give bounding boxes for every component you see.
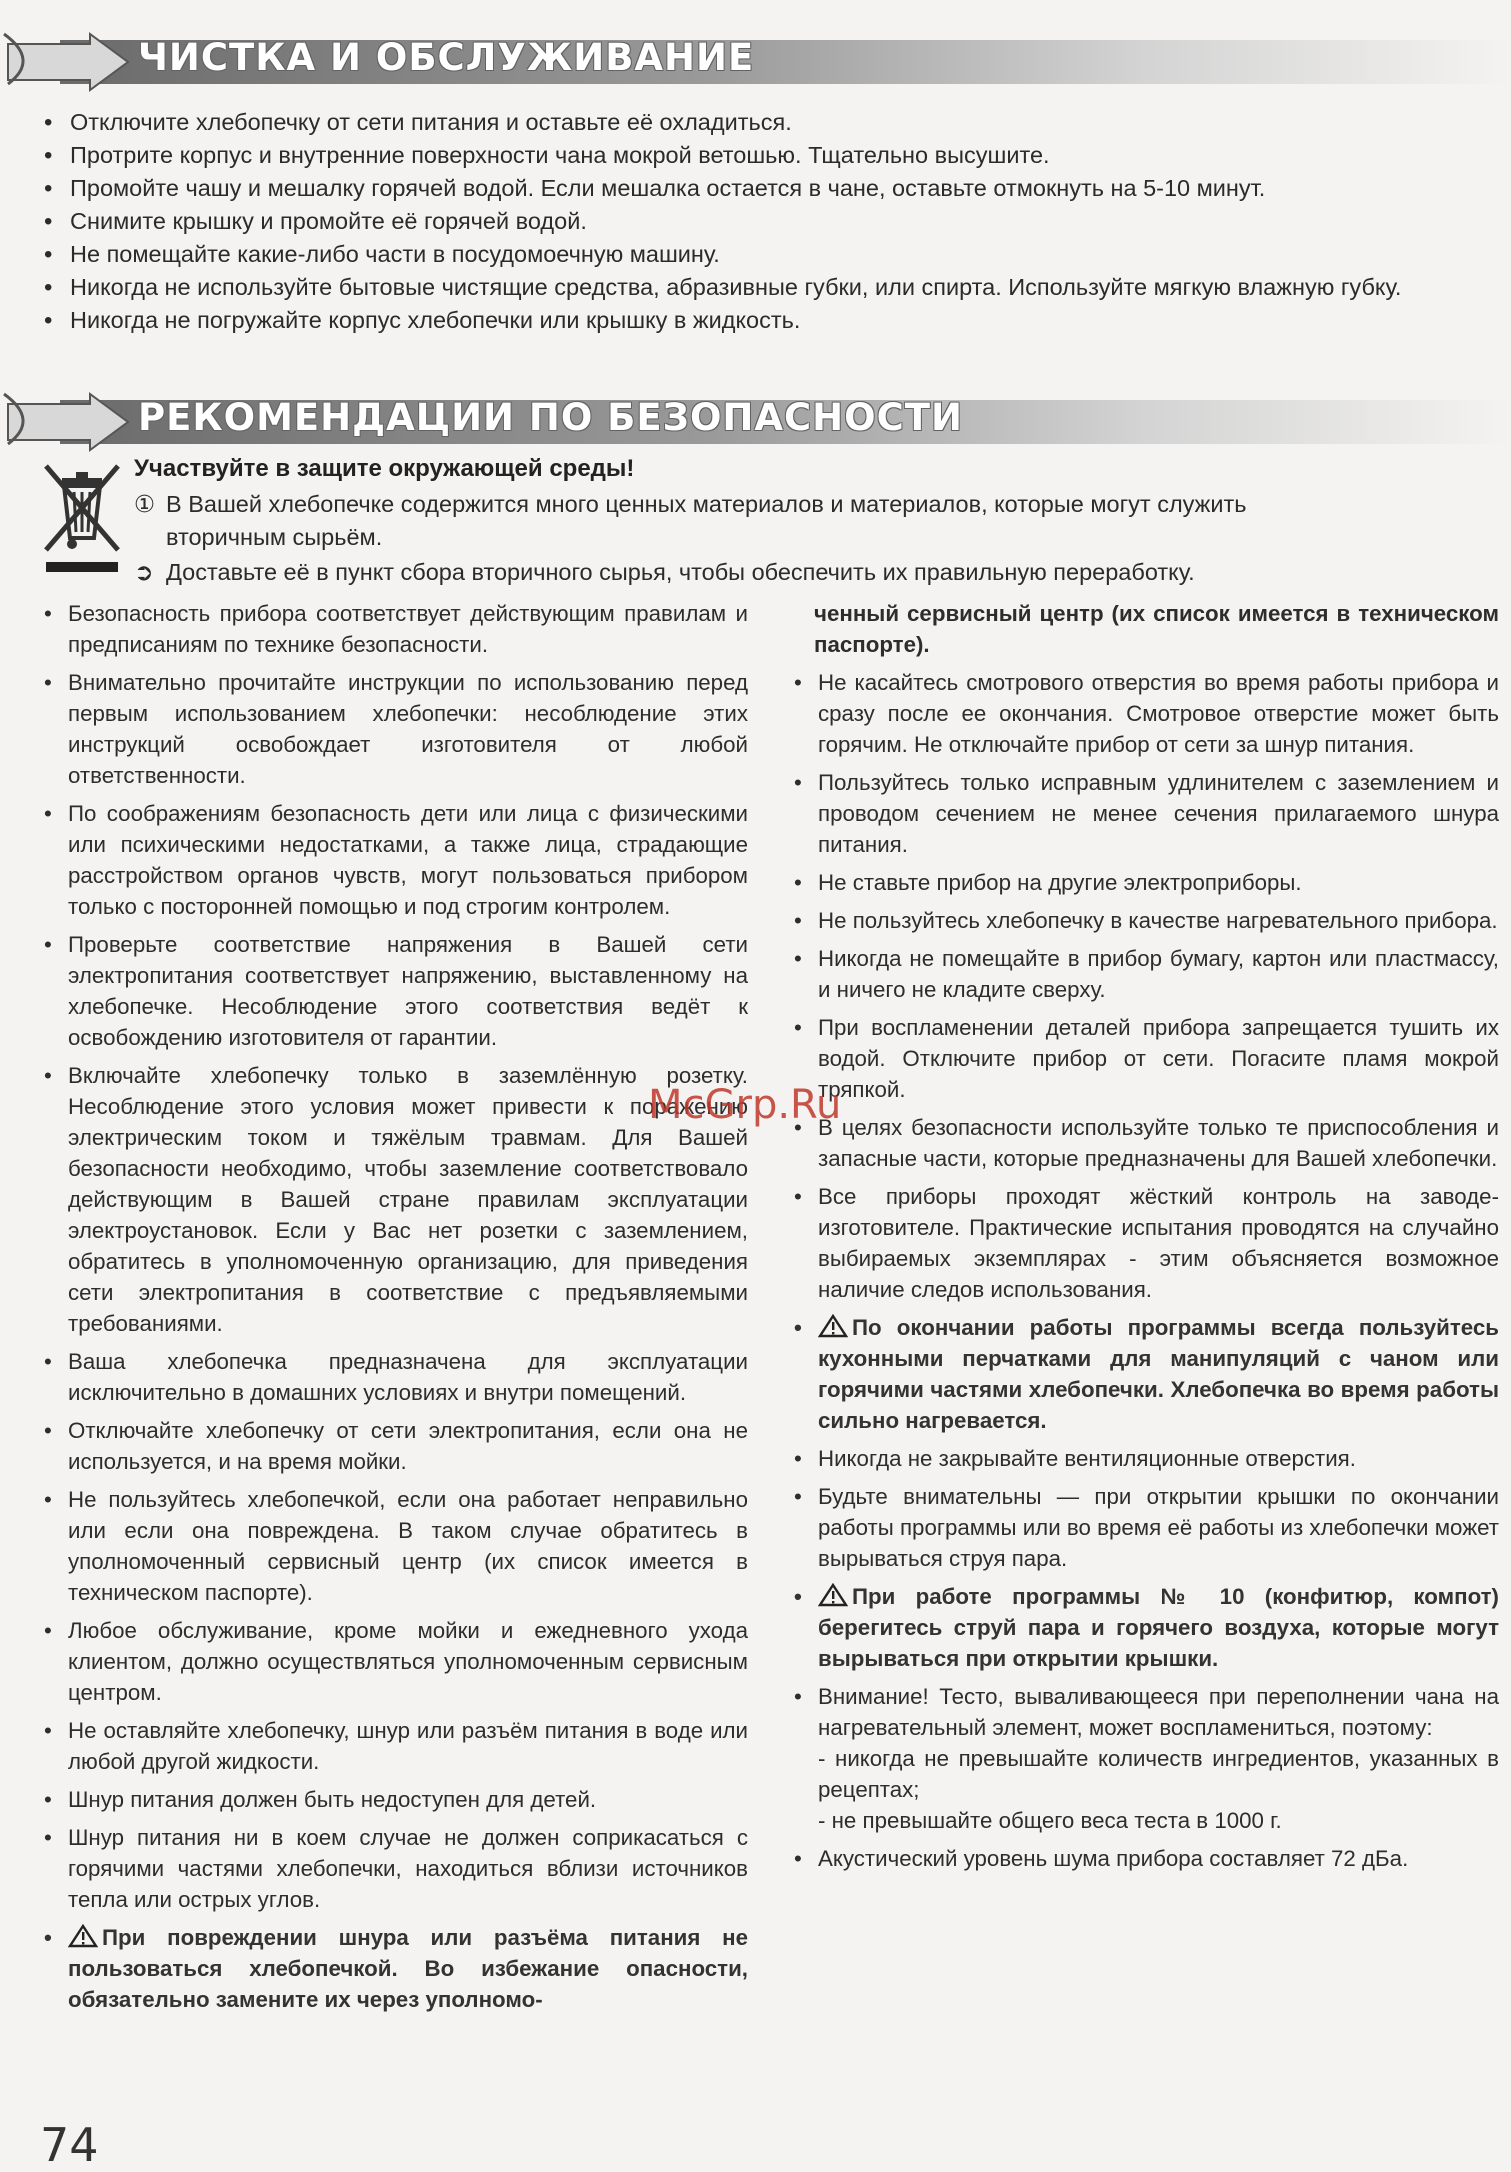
section-title-cleaning: ЧИСТКА И ОБСЛУЖИВАНИЕ: [138, 36, 755, 79]
list-item: • Ваша хлебопечка предназначена для эксплуатации исключительно в домашних условиях и внутри помещений.: [44, 1346, 748, 1408]
eco-line-materials: ① В Вашей хлебопечке содержится много ценных материалов и материалов, которые могут служить вторичным сырьём.: [134, 488, 1494, 554]
list-item: • Безопасность прибора соответствует действующим правилам и предписаниям по технике безопасности.: [44, 598, 748, 660]
safety-left-column: [44, 598, 748, 2022]
warning-item: • При повреждении шнура или разъёма питания не пользоваться хлебопечкой. Во избежание опасности, обязательно замените их через уполномо-: [44, 1922, 748, 2015]
list-item: • Акустический уровень шума прибора составляет 72 дБа.: [794, 1843, 1499, 1874]
list-item: • Не пользуйтесь хлебопечку в качестве нагревательного прибора.: [794, 905, 1499, 936]
section-title-safety: РЕКОМЕНДАЦИИ ПО БЕЗОПАСНОСТИ: [138, 396, 963, 439]
crossed-bin-recycling-icon: [40, 458, 124, 576]
safety-right-column: [794, 598, 1499, 1881]
list-item: • Промойте чашу и мешалку горячей водой. Если мешалка остается в чане, оставьте отмокнуть на 5-10 минут.: [44, 172, 1494, 205]
list-item: • Снимите крышку и промойте её горячей водой.: [44, 205, 1494, 238]
section-header-cleaning: [0, 30, 1511, 100]
list-item: • Включайте хлебопечку только в заземлённую розетку. Несоблюдение этого условия может привести к поражению электрическим током и тяжёлым травмам. Для Вашей безопасности необходимо, чтобы заземление соответствовало действующим в Вашей стране правилам эксплуатации электроустановок. Если у Вас нет розетки с заземлением, обратитесь в уполномоченную организацию, для приведения сети электропитания в соответствие с предъявляемыми требованиями.: [44, 1060, 748, 1339]
eco-title: Участвуйте в защите окружающей среды!: [134, 455, 635, 482]
warning-item: • При работе программы № 10 (конфитюр, компот) берегитесь струй пара и горячего воздуха, которые могут вырываться при открытии крышки.: [794, 1581, 1499, 1674]
list-item: • По соображениям безопасность дети или лица с физическими или психическими недостатками, а также лица, страдающие расстройством органов чувств, могут пользоваться прибором только с посторонней помощью и под строгим контролем.: [44, 798, 748, 922]
list-item: • Никогда не закрывайте вентиляционные отверстия.: [794, 1443, 1499, 1474]
cleaning-list: [44, 106, 1494, 337]
list-item: • Все приборы проходят жёсткий контроль на заводе-изготовителе. Практические испытания проводятся на случайно выбираемых экземплярах - этим объясняется возможное наличие следов использования.: [794, 1181, 1499, 1305]
list-item: • Никогда не погружайте корпус хлебопечки или крышку в жидкость.: [44, 304, 1494, 337]
list-item: • Никогда не помещайте в прибор бумагу, картон или пластмассу, и ничего не кладите сверху.: [794, 943, 1499, 1005]
arrow-right-icon: ➲: [134, 559, 154, 585]
warning-item: • По окончании работы программы всегда пользуйтесь кухонными перчатками для манипуляций с чаном или горячими частями хлебопечки. Хлебопечка во время работы сильно нагревается.: [794, 1312, 1499, 1436]
list-item: • Отключайте хлебопечку от сети электропитания, если она не используется, и на время мойки.: [44, 1415, 748, 1477]
list-item-attention: • Внимание! Тесто, вываливающееся при переполнении чана на нагревательный элемент, может воспламениться, поэтому: - никогда не превышайте количеств ингредиентов, указанных в рецептах; - не превышайте общего веса теста в 1000 г.: [794, 1681, 1499, 1836]
list-item: • Пользуйтесь только исправным удлинителем с заземлением и проводом сечением не менее сечения прилагаемого шнура питания.: [794, 767, 1499, 860]
warning-triangle-icon: [818, 1314, 848, 1338]
list-item: • В целях безопасности используйте только те приспособления и запасные части, которые предназначены для Вашей хлебопечки.: [794, 1112, 1499, 1174]
list-item: • При воспламенении деталей прибора запрещается тушить их водой. Отключите прибор от сети. Погасите пламя мокрой тряпкой.: [794, 1012, 1499, 1105]
warning-triangle-icon: [68, 1924, 98, 1948]
list-item: • Протрите корпус и внутренние поверхности чана мокрой ветошью. Тщательно высушите.: [44, 139, 1494, 172]
list-item: • Не помещайте какие-либо части в посудомоечную машину.: [44, 238, 1494, 271]
page-number: 74: [40, 2118, 99, 2172]
eco-line-recycle: ➲ Доставьте её в пункт сбора вторичного сырья, чтобы обеспечить их правильную переработку.: [134, 556, 1494, 589]
list-item: • Любое обслуживание, кроме мойки и ежедневного ухода клиентом, должно осуществляться уполномоченным сервисным центром.: [44, 1615, 748, 1708]
list-item: • Будьте внимательны — при открытии крышки по окончании работы программы или во время её работы из хлебопечки может вырываться струя пара.: [794, 1481, 1499, 1574]
list-item: • Не пользуйтесь хлебопечкой, если она работает неправильно или если она повреждена. В таком случае обратитесь в уполномоченный сервисный центр (их список имеется в техническом паспорте).: [44, 1484, 748, 1608]
section-header-safety: [0, 390, 1511, 460]
list-item: • Внимательно прочитайте инструкции по использованию перед первым использованием хлебопечки: несоблюдение этих инструкций освобождает изготовителя от любой ответственности.: [44, 667, 748, 791]
list-item: • Шнур питания должен быть недоступен для детей.: [44, 1784, 748, 1815]
list-item: • Не оставляйте хлебопечку, шнур или разъём питания в воде или любой другой жидкости.: [44, 1715, 748, 1777]
list-item: • Шнур питания ни в коем случае не должен соприкасаться с горячими частями хлебопечки, находиться вблизи источников тепла или острых углов.: [44, 1822, 748, 1915]
info-circle-icon: ①: [134, 491, 156, 517]
list-item: • Проверьте соответствие напряжения в Вашей сети электропитания соответствует напряжению, выставленному на хлебопечке. Несоблюдение этого соответствия ведёт к освобождению изготовителя от гарантии.: [44, 929, 748, 1053]
list-item: • Отключите хлебопечку от сети питания и оставьте её охладиться.: [44, 106, 1494, 139]
list-item: • Не ставьте прибор на другие электроприборы.: [794, 867, 1499, 898]
list-item: • Не касайтесь смотрового отверстия во время работы прибора и сразу после ее окончания. Смотровое отверстие может быть горячим. Не отключайте прибор от сети за шнур питания.: [794, 667, 1499, 760]
watermark-text: McGrp.Ru: [648, 1082, 842, 1128]
warning-triangle-icon: [818, 1583, 848, 1607]
list-item: • Никогда не используйте бытовые чистящие средства, абразивные губки, или спирта. Используйте мягкую влажную губку.: [44, 271, 1494, 304]
continuation-text: ченный сервисный центр (их список имеется в техническом паспорте).: [814, 601, 1499, 657]
